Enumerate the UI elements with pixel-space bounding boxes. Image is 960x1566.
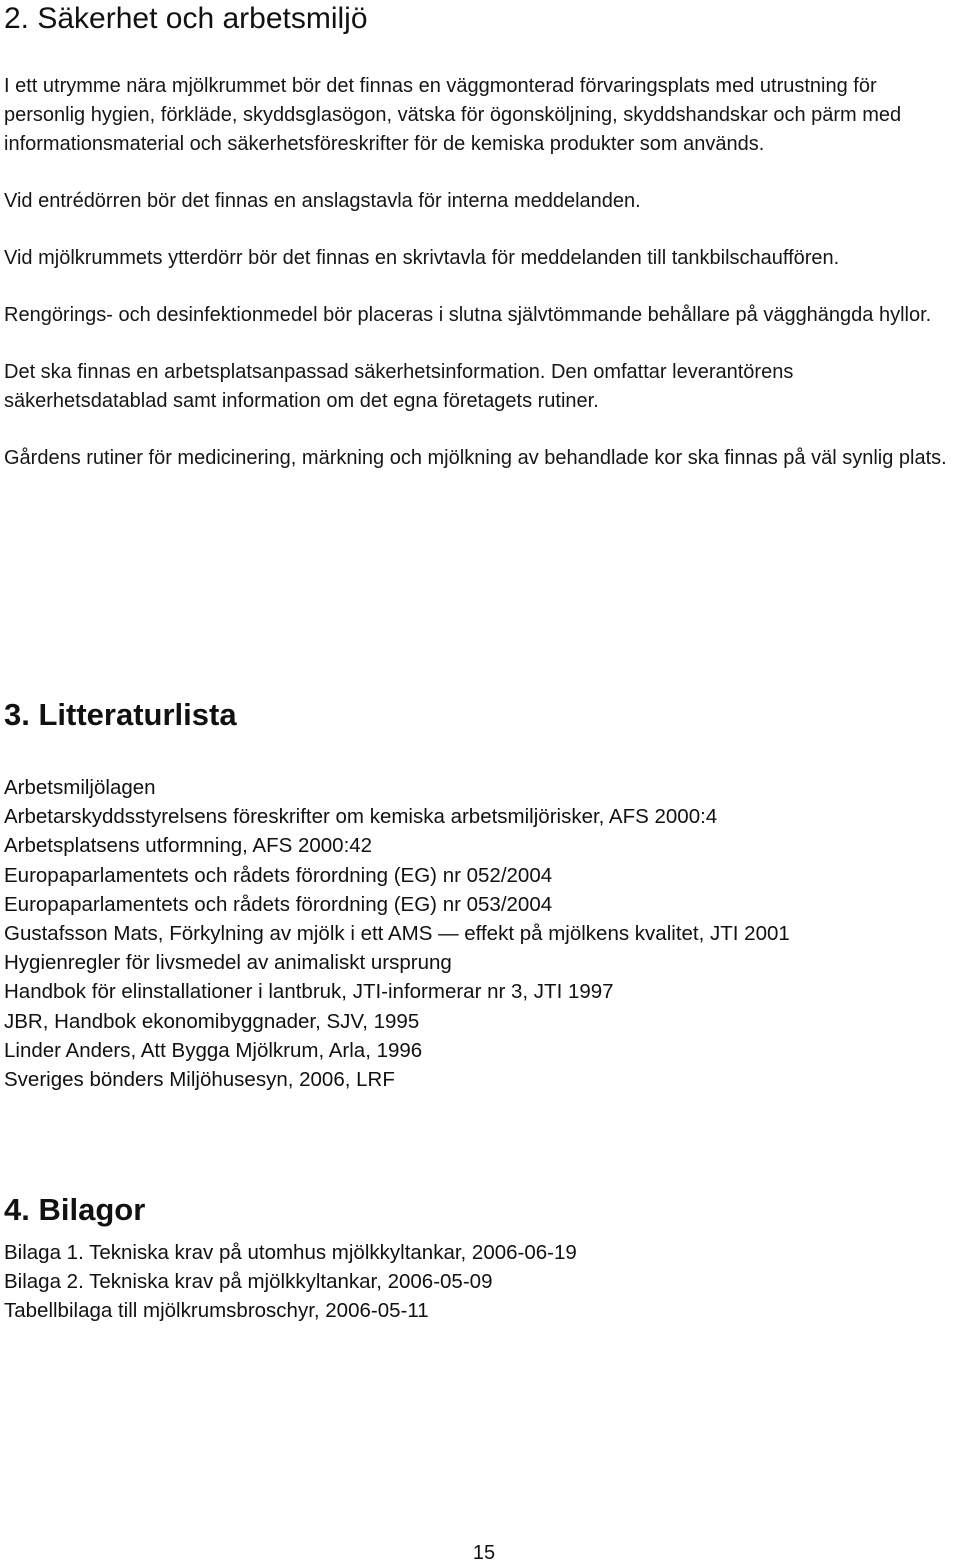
literature-item: Arbetsplatsens utformning, AFS 2000:42	[4, 834, 373, 858]
literature-item: Sveriges bönders Miljöhusesyn, 2006, LRF	[4, 1068, 395, 1092]
literature-item: Arbetarskyddsstyrelsens föreskrifter om kemiska arbetsmiljörisker, AFS 2000:4	[4, 805, 718, 829]
appendix-item: Bilaga 1. Tekniska krav på utomhus mjölkkyltankar, 2006-06-19	[4, 1241, 577, 1264]
literature-item: JBR, Handbok ekonomibyggnader, SJV, 1995	[4, 1009, 420, 1033]
literature-item: Gustafsson Mats, Förkylning av mjölk i ett AMS — effekt på mjölkens kvalitet, JTI 2001	[4, 922, 790, 946]
section-heading-safety: 2. Säkerhet och arbetsmiljö	[4, 2, 368, 35]
page-number: 15	[472, 1542, 496, 1564]
appendix-item: Bilaga 2. Tekniska krav på mjölkkyltankar, 2006-05-09	[4, 1270, 493, 1294]
appendix-item: Tabellbilaga till mjölkrumsbroschyr, 2006-05-11	[4, 1299, 429, 1323]
literature-list	[4, 773, 790, 1094]
literature-item: Handbok för elinstallationer i lantbruk, JTI-informerar nr 3, JTI 1997	[4, 980, 614, 1004]
paragraph-cleaning-agents: Rengörings- och desinfektionmedel bör placeras i slutna självtömmande behållare på vägghängda hyllor.	[4, 304, 932, 326]
literature-item: Arbetsmiljölagen	[4, 776, 156, 799]
paragraph-notice-board: Vid entrédörren bör det finnas en anslagstavla för interna meddelanden.	[4, 190, 641, 212]
literature-item: Hygienregler för livsmedel av animaliskt ursprung	[4, 951, 452, 975]
paragraph-safety-information: Det ska finnas en arbetsplatsanpassad säkerhetsinformation. Den omfattar leverantörens säkerhetsdatablad samt information om det egna företagets rutiner.	[4, 361, 794, 412]
literature-item: Europaparlamentets och rådets förordning (EG) nr 052/2004	[4, 863, 553, 887]
appendix-list	[4, 1238, 577, 1326]
paragraph-hygiene-storage: I ett utrymme nära mjölkrummet bör det finnas en väggmonterad förvaringsplats med utrustning för personlig hygien, förkläde, skyddsglasögon, vätska för ögonsköljning, skyddshandskar och pärm med informationsmaterial och säkerhetsföreskrifter för de kemiska produkter som används.	[4, 75, 902, 155]
section-heading-appendices: 4. Bilagor	[4, 1192, 146, 1227]
section-heading-literature: 3. Litteraturlista	[4, 697, 237, 732]
literature-item: Europaparlamentets och rådets förordning (EG) nr 053/2004	[4, 892, 553, 916]
safety-paragraphs	[4, 72, 954, 501]
paragraph-whiteboard: Vid mjölkrummets ytterdörr bör det finnas en skrivtavla för meddelanden till tankbilschauffören.	[4, 247, 840, 269]
literature-item: Linder Anders, Att Bygga Mjölkrum, Arla, 1996	[4, 1038, 423, 1062]
paragraph-medication-routines: Gårdens rutiner för medicinering, märkning och mjölkning av behandlade kor ska finnas på väl synlig plats.	[4, 447, 947, 469]
